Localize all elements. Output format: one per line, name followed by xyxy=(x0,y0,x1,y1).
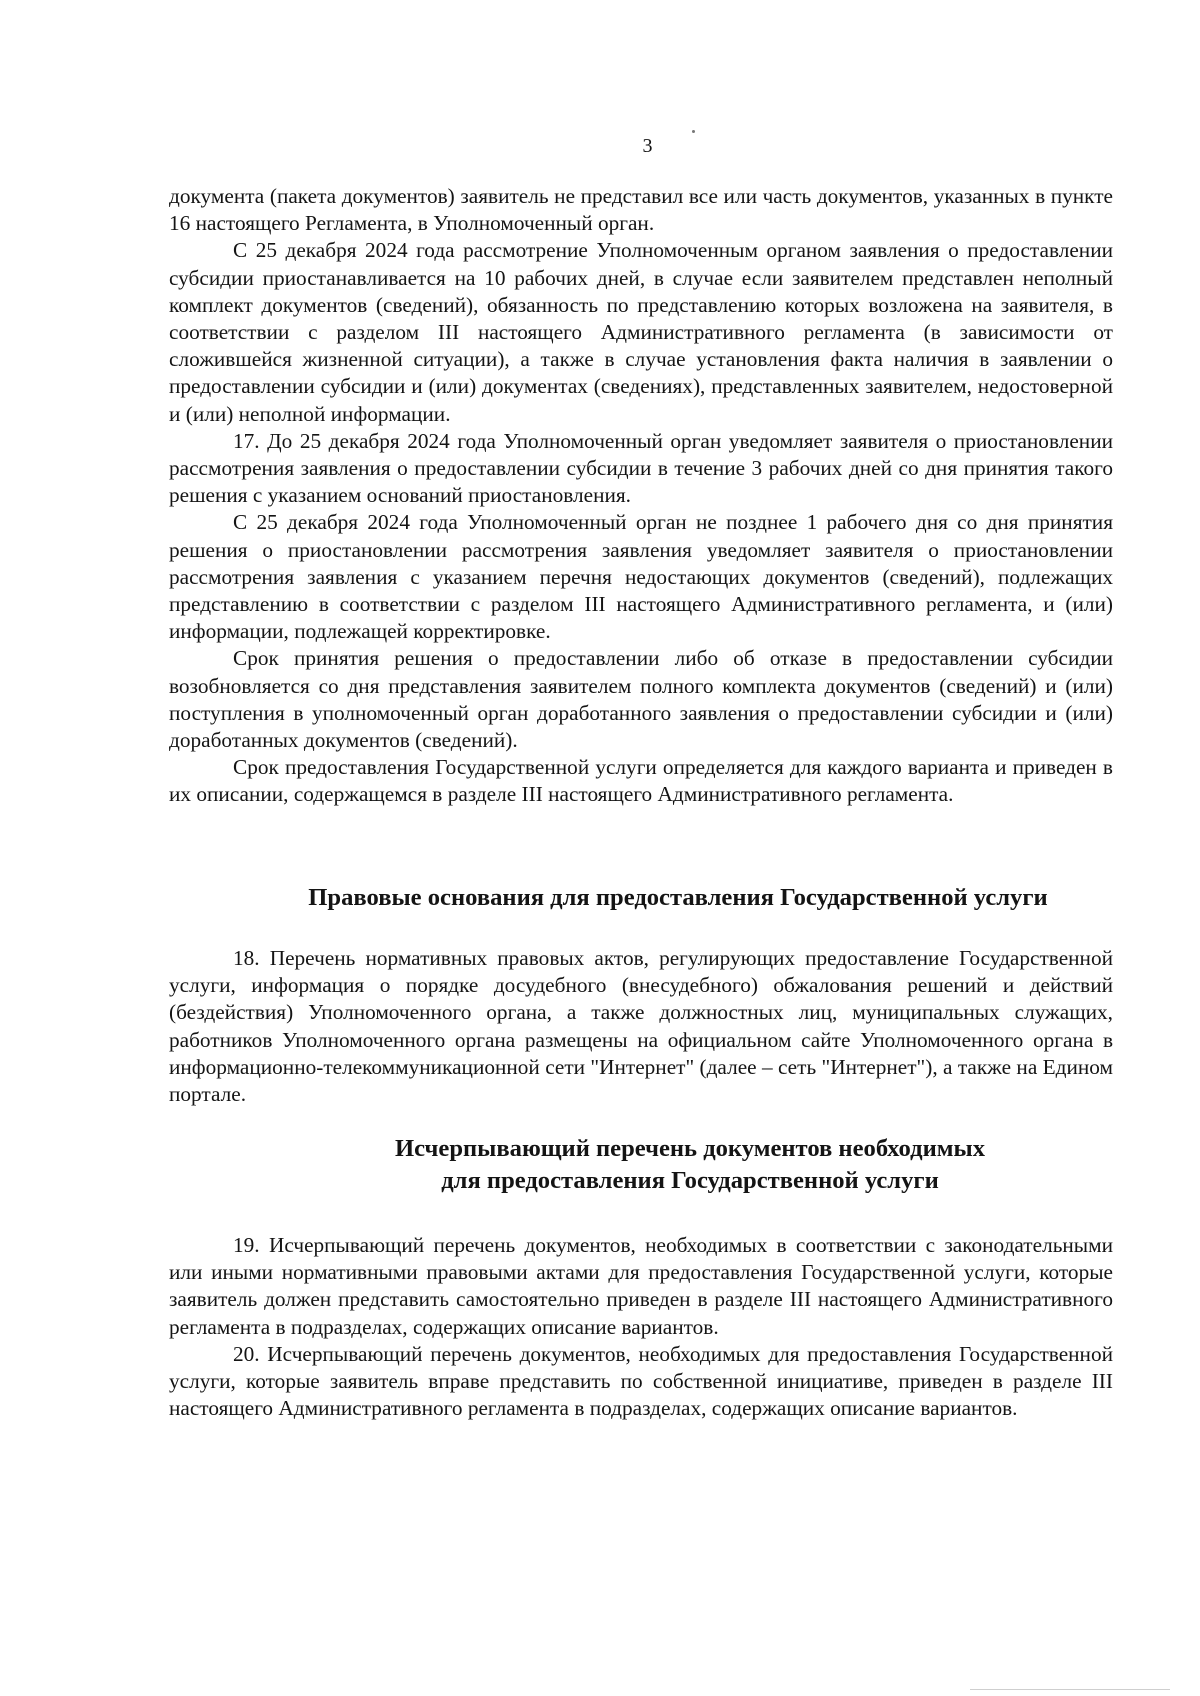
body-text-middle xyxy=(169,945,1113,1108)
paragraph-20: 20. Исчерпывающий перечень документов, необходимых для предоставления Государственной услуги, которые заявитель вправе представить по собственной инициативе, приведен в разделе III настоящего Административного регламента в подразделах, содержащих описание вариантов. xyxy=(169,1341,1113,1421)
section-heading-legal-basis: Правовые основания для предоставления Государственной услуги xyxy=(308,884,1048,911)
scan-artifact-line xyxy=(970,1689,1170,1690)
section-heading-documents-list xyxy=(218,1133,1162,1197)
body-text-top xyxy=(169,183,1113,809)
heading-line-1: Исчерпывающий перечень документов необходимых xyxy=(395,1135,985,1162)
paragraph-service-term: Срок предоставления Государственной услуги определяется для каждого варианта и приведен в их описании, содержащемся в разделе III настоящего Административного регламента. xyxy=(169,755,1113,807)
body-text-bottom xyxy=(169,1232,1113,1422)
paragraph-decision-term: Срок принятия решения о предоставлении либо об отказе в предоставлении субсидии возобновляется со дня представления заявителем полного комплекта документов (сведений) и (или) поступления в уполномоченный орган доработанного заявления о предоставлении субсидии и (или) доработанных документов (сведений). xyxy=(169,646,1113,753)
paragraph-notification-rule: С 25 декабря 2024 года Уполномоченный орган не позднее 1 рабочего дня со дня принятия решения о приостановлении рассмотрения заявления уведомляет заявителя о приостановлении рассмотрения заявления с указанием перечня недостающих документов (сведений), подлежащих представлению в соответствии с разделом III настоящего Административного регламента, и (или) информации, подлежащей корректировке. xyxy=(169,510,1113,644)
paragraph-suspension-rule: С 25 декабря 2024 года рассмотрение Уполномоченным органом заявления о предоставлении субсидии приостанавливается на 10 рабочих дней, в случае если заявителем представлен неполный комплект документов (сведений), обязанность по представлению которых возложена на заявителя, в соответствии с разделом III настоящего Административного регламента (в зависимости от сложившейся жизненной ситуации), а также в случае установления факта наличия в заявлении о предоставлении субсидии и (или) документах (сведениях), представленных заявителем, недостоверной и (или) неполной информации. xyxy=(169,238,1113,426)
paragraph-18: 18. Перечень нормативных правовых актов, регулирующих предоставление Государственной услуги, информация о порядке досудебного (внесудебного) обжалования решений и действий (бездействия) Уполномоченного органа, а также должностных лиц, муниципальных служащих, работников Уполномоченного органа размещены на официальном сайте Уполномоченного органа в информационно-телекоммуникационной сети "Интернет" (далее – сеть "Интернет"), а также на Едином портале. xyxy=(169,946,1113,1107)
paragraph-17: 17. До 25 декабря 2024 года Уполномоченный орган уведомляет заявителя о приостановлении рассмотрения заявления о предоставлении субсидии в течение 3 рабочих дней со дня принятия такого решения с указанием оснований приостановления. xyxy=(169,428,1113,508)
heading-line-2: для предоставления Государственной услуги xyxy=(441,1167,939,1194)
paragraph-19: 19. Исчерпывающий перечень документов, необходимых в соответствии с законодательными или иными нормативными правовыми актами для предоставления Государственной услуги, которые заявитель должен представить самостоятельно приведен в разделе III настоящего Административного регламента в подразделах, содержащих описание вариантов. xyxy=(169,1233,1113,1339)
page-number: 3 xyxy=(642,135,653,157)
scan-speck xyxy=(692,130,695,133)
paragraph-continuation: документа (пакета документов) заявитель не представил все или часть документов, указанных в пункте 16 настоящего Регламента, в Уполномоченный орган. xyxy=(169,184,1113,236)
